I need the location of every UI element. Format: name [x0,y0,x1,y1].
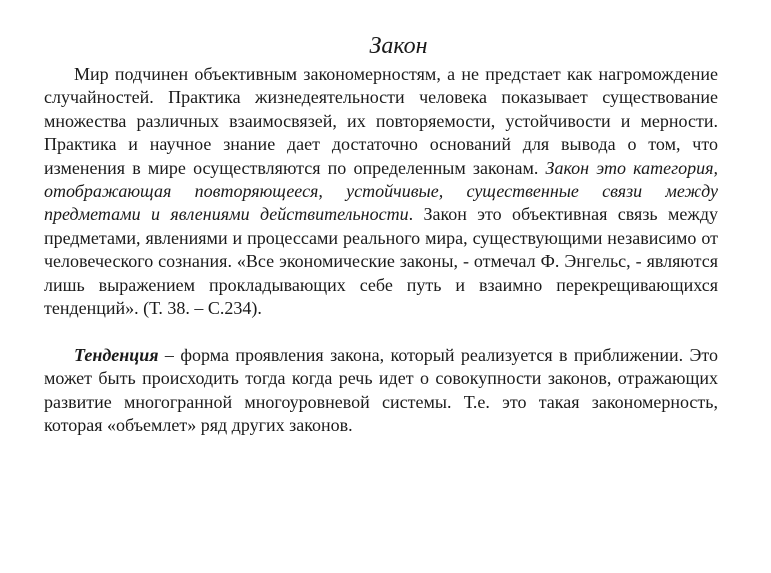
tendency-definition-text: – форма проявления закона, который реализуется в приближении. Это может быть происходить тогда когда речь идет о совокупности законов, отражающих развитие многогранной многоуровневой системы. Т.е. это такая закономерность, которая «объемлет» ряд других законов. [44,344,718,436]
paragraph-tendency [44,344,718,438]
paragraph-law [44,63,718,320]
law-explanation-text: . Закон это объективная связь между предметами, явлениями и процессами реального мира, существующими независимо от человеческого сознания. «Все экономические законы, - отмечал Ф. Энгельс, - являются лишь выражением прокладывающих себе путь и взаимно перекрещивающихся тенденций». (Т. 38. – С.234). [44,204,718,319]
law-intro-text: Мир подчинен объективным закономерностям, а не предстает как нагромождение случайностей. Практика жизнедеятельности человека показывает существование множества различных взаимосвязей, их повторяемости, устойчивости и мерности. Практика и научное знание дает достаточно оснований для вывода о том, что изменения в мире осуществляются по определенным законам. [44,64,718,178]
slide-title: Закон [369,33,428,59]
law-definition: Закон это категория, отображающая повторяющееся, устойчивые, существенные связи между предметами и явлениями действительности [44,157,718,225]
body-text [44,63,718,437]
tendency-term: Тенденция [74,344,159,365]
